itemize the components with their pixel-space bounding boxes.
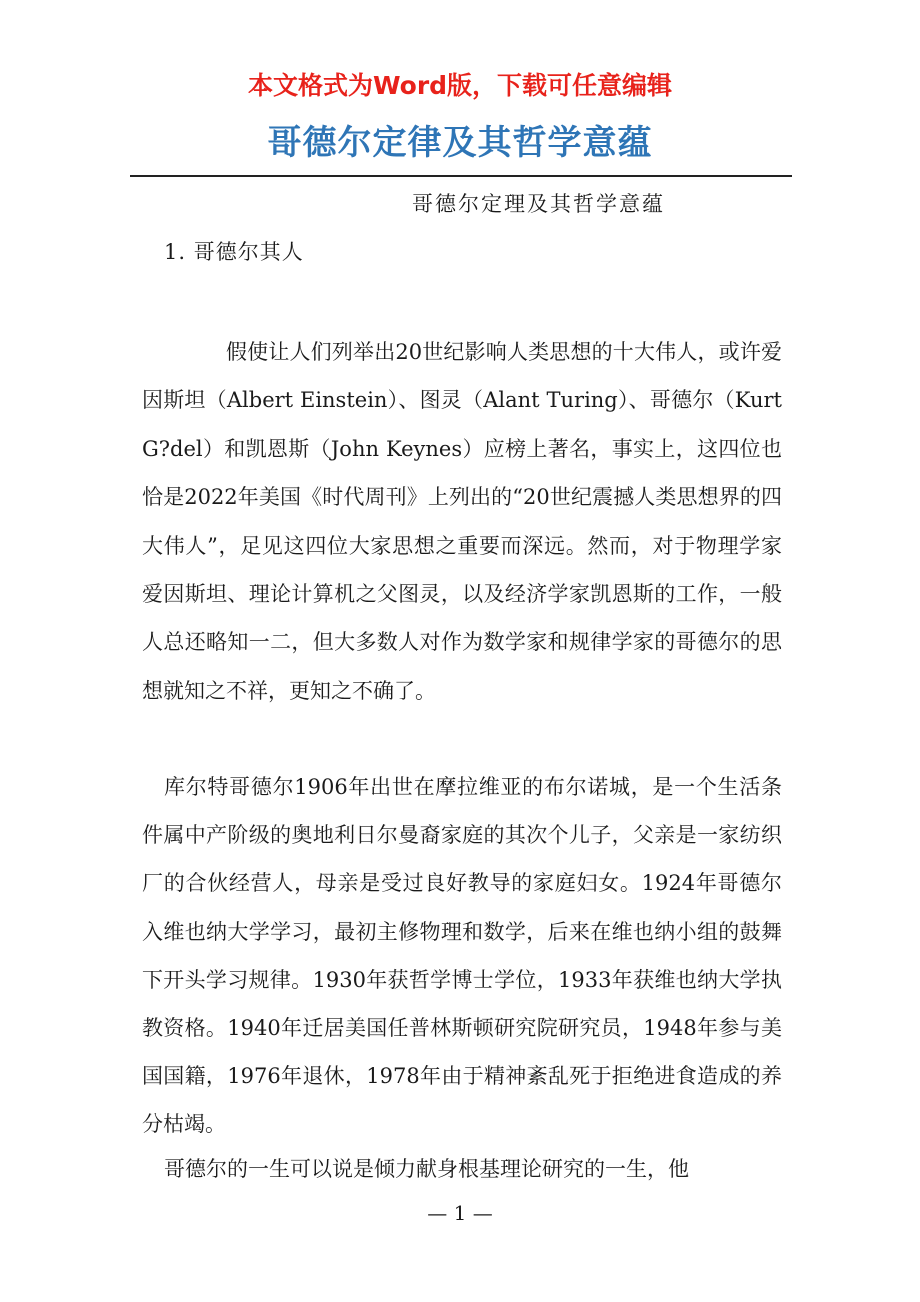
section-heading: 1. 哥德尔其人: [164, 240, 304, 264]
paragraph: 库尔特哥德尔1906年出世在摩拉维亚的布尔诺城，是一个生活条件属中产阶级的奥地利日尔曼裔家庭的其次个儿子，父亲是一家纺织厂的合伙经营人，母亲是受过良好教导的家庭妇女。1924年哥德尔入维也纳大学学习，最初主修物理和数学，后来在维也纳小组的鼓舞下开头学习规律。1930年获哲学博士学位，1933年获维也纳大学执教资格。1940年迁居美国任普林斯顿研究院研究员，1948年参与美国国籍，1976年退休，1978年由于精神紊乱死于拒绝进食造成的养分枯竭。: [142, 775, 782, 1137]
document-title: 哥德尔定律及其哲学意蕴: [267, 123, 653, 163]
paragraph: 哥德尔的一生可以说是倾力献身根基理论研究的一生，他: [164, 1157, 689, 1181]
title-divider: [130, 175, 792, 177]
word-format-banner: 本文格式为Word版，下载可任意编辑: [247, 71, 673, 100]
page-number: — 1 —: [427, 1201, 493, 1225]
subtitle: 哥德尔定理及其哲学意蕴: [412, 192, 665, 216]
paragraph: 假使让人们列举出20世纪影响人类思想的十大伟人，或许爱因斯坦（Albert Einstein）、图灵（Alant Turing）、哥德尔（Kurt G?del）和凯恩斯（John Keynes）应榜上著名，事实上，这四位也恰是2022年美国《时代周刊》上列出的“20世纪震撼人类思想界的四大伟人”，足见这四位大家思想之重要而深远。然而，对于物理学家爱因斯坦、理论计算机之父图灵，以及经济学家凯恩斯的工作，一般人总还略知一二，但大多数人对作为数学家和规律学家的哥德尔的思想就知之不祥，更知之不确了。: [142, 340, 782, 703]
